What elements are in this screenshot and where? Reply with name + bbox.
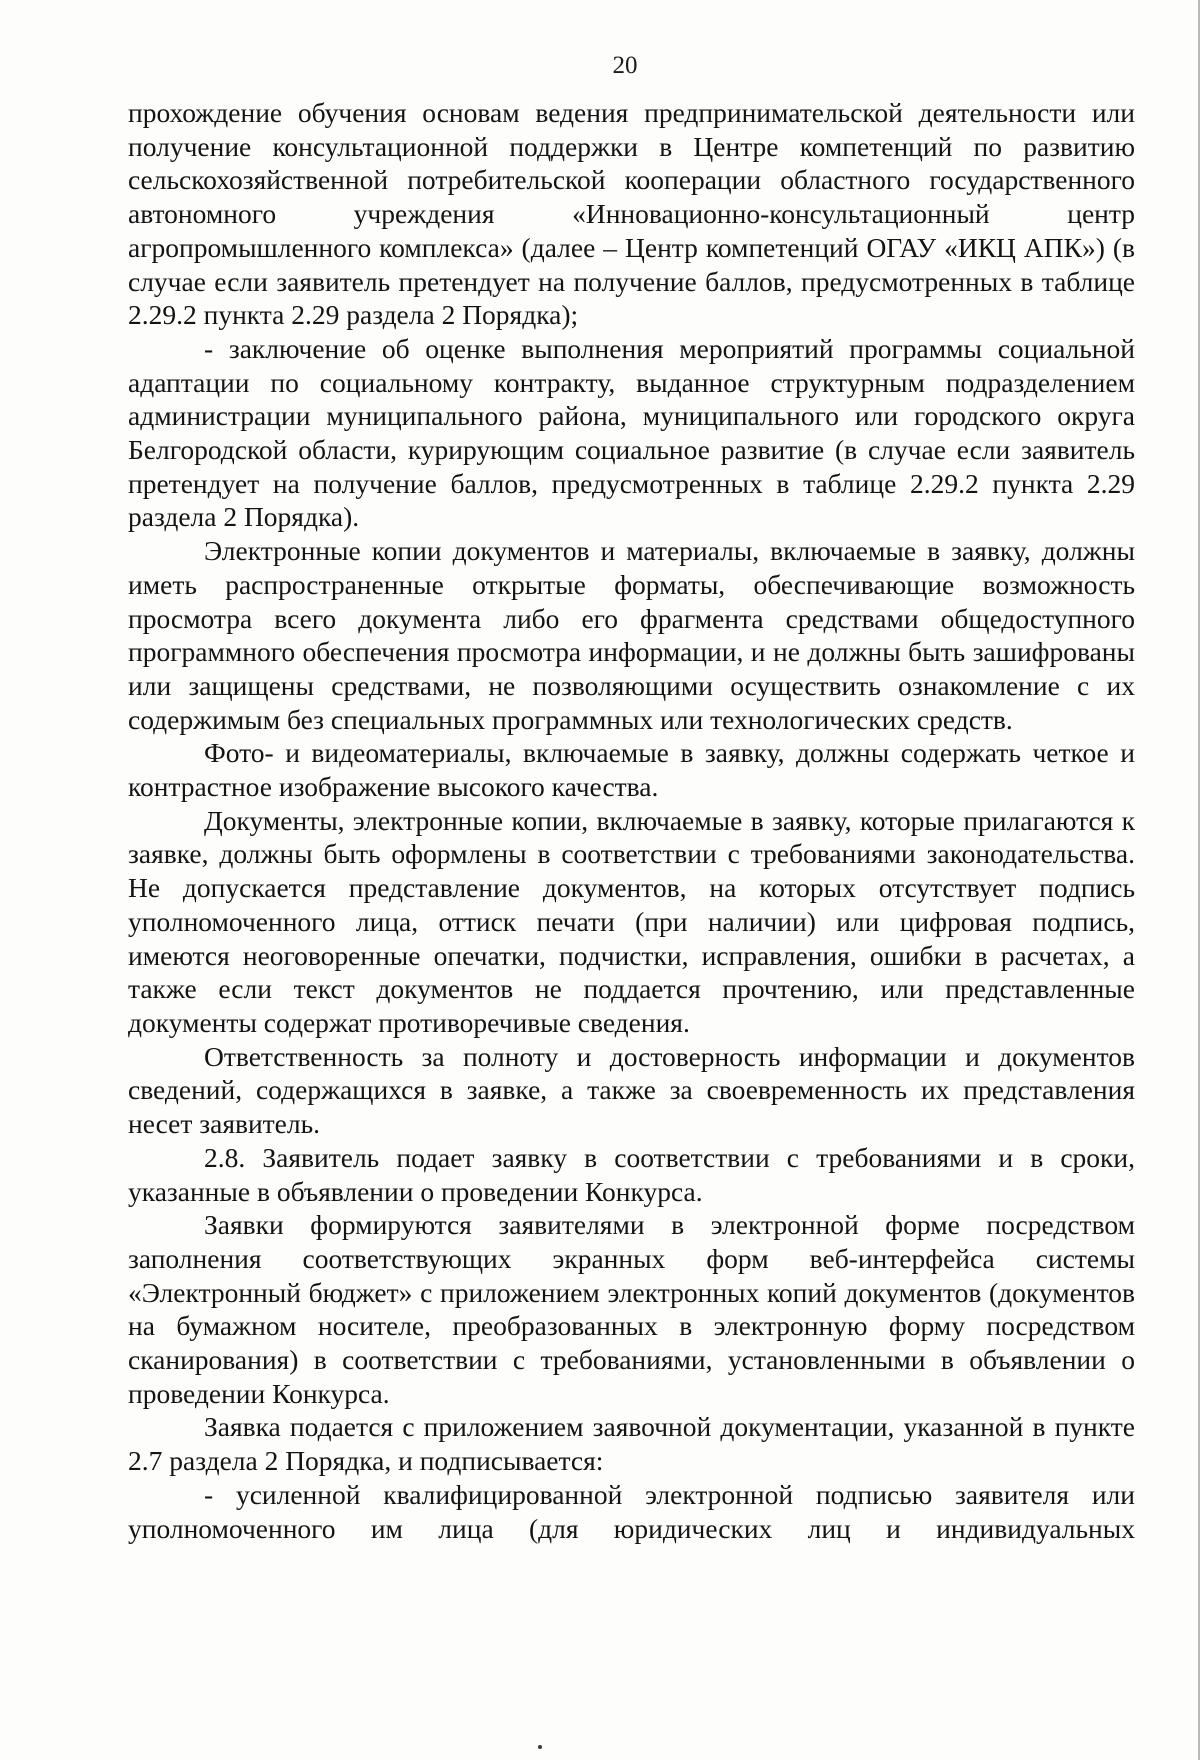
document-body: [128, 96, 1135, 1545]
paragraph-photo-video-materials: Фото- и видеоматериалы, включаемые в заявку, должны содержать четкое и контрастное изображение высокого качества.: [128, 737, 1135, 803]
paragraph-section-2-8: 2.8. Заявитель подает заявку в соответствии с требованиями и в сроки, указанные в объявлении о проведении Конкурса.: [128, 1141, 1135, 1207]
paragraph-applications-electronic-form: Заявки формируются заявителями в электронной форме посредством заполнения соответствующих экранных форм веб-интерфейса системы «Электронный бюджет» с приложением электронных копий документов (документов на бумажном носителе, преобразованных в электронную форму посредством сканирования) в соответствии с требованиями, установленными в объявлении о проведении Конкурса.: [128, 1209, 1135, 1409]
paragraph-application-signing: Заявка подается с приложением заявочной документации, указанной в пункте 2.7 раздела 2 Порядка, и подписывается:: [128, 1411, 1135, 1477]
paragraph-qualified-signature: - усиленной квалифицированной электронной подписью заявителя или уполномоченного им лица (для юридических лиц и индивидуальных: [128, 1478, 1135, 1544]
paragraph-social-adaptation-conclusion: - заключение об оценке выполнения мероприятий программы социальной адаптации по социальному контракту, выданное структурным подразделением администрации муниципального района, муниципального или городского округа Белгородской области, курирующим социальное развитие (в случае если заявитель претендует на получение баллов, предусмотренных в таблице 2.29.2 пункта 2.29 раздела 2 Порядка).: [128, 332, 1135, 533]
paragraph-documents-requirements: Документы, электронные копии, включаемые в заявку, которые прилагаются к заявке, должны быть оформлены в соответствии с требованиями законодательства. Не допускается представление документов, на которых отсутствует подпись уполномоченного лица, оттиск печати (при наличии) или цифровая подпись, имеются неоговоренные опечатки, подчистки, исправления, ошибки в расчетах, а также если текст документов не поддается прочтению, или представленные документы содержат противоречивые сведения.: [128, 804, 1135, 1038]
scan-speck: [538, 1745, 542, 1749]
page-number: 20: [612, 52, 638, 79]
paragraph-electronic-copies-formats: Электронные копии документов и материалы, включаемые в заявку, должны иметь распространенные открытые форматы, обеспечивающие возможность просмотра всего документа либо его фрагмента средствами общедоступного программного обеспечения просмотра информации, и не должны быть зашифрованы или защищены средствами, не позволяющими осуществить ознакомление с их содержимым без специальных программных или технологических средств.: [128, 535, 1135, 735]
paragraph-continued-training: прохождение обучения основам ведения предпринимательской деятельности или получение консультационной поддержки в Центре компетенций по развитию сельскохозяйственной потребительской кооперации областного государственного автономного учреждения «Инновационно-консультационный центр агропромышленного комплекса» (далее – Центр компетенций ОГАУ «ИКЦ АПК») (в случае если заявитель претендует на получение баллов, предусмотренных в таблице 2.29.2 пункта 2.29 раздела 2 Порядка);: [128, 97, 1135, 331]
paragraph-responsibility: Ответственность за полноту и достоверность информации и документов сведений, содержащихся в заявке, а также за своевременность их представления несет заявитель.: [128, 1040, 1135, 1140]
